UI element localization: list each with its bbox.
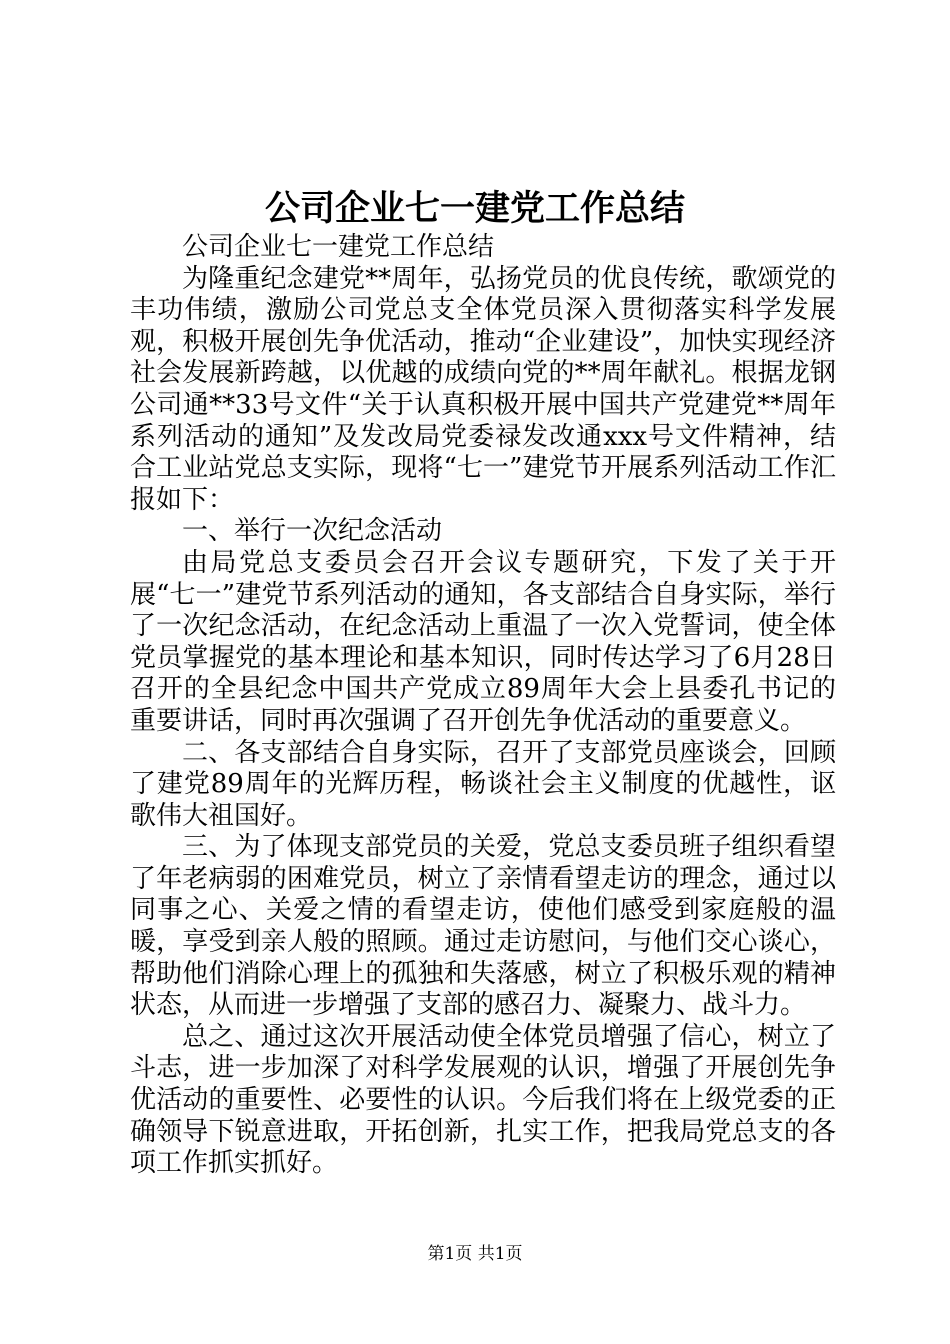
document-title: 公司企业七一建党工作总结 [264, 188, 685, 229]
subtitle-paragraph: 公司企业七一建党工作总结 [182, 232, 495, 262]
conclusion-paragraph: 总之、通过这次开展活动使全体党员增强了信心，树立了斗志，进一步加深了对科学发展观的认识，增强了开展创先争优活动的重要性、必要性的认识。今后我们将在上级党委的正确领导下锐意进取，开拓创新，扎实工作，把我局党总支的各项工作抓实抓好。 [130, 1021, 836, 1179]
intro-paragraph: 为隆重纪念建党**周年，弘扬党员的优良传统，歌颂党的丰功伟绩，激励公司党总支全体党员深入贯彻落实科学发展观，积极开展创先争优活动，推动“企业建设”，加快实现经济社会发展新跨越，以优越的成绩向党的**周年献礼。根据龙钢公司通**33号文件“关于认真积极开展中国共产党建党**周年系列活动的通知”及发改局党委禄发改通xxx号文件精神，结合工业站党总支实际，现将“七一”建党节开展系列活动工作汇报如下： [130, 263, 836, 515]
section-heading-1: 一、举行一次纪念活动 [182, 516, 443, 547]
document-body [130, 232, 836, 1180]
section-2-paragraph: 二、各支部结合自身实际，召开了支部党员座谈会，回顾了建党89周年的光辉历程，畅谈社会主义制度的优越性，讴歌伟大祖国好。 [130, 737, 836, 831]
page-number-footer: 第1页 共1页 [427, 1244, 523, 1264]
section-1-paragraph: 由局党总支委员会召开会议专题研究，下发了关于开展“七一”建党节系列活动的通知，各支部结合自身实际，举行了一次纪念活动，在纪念活动上重温了一次入党誓词，使全体党员掌握党的基本理论和基本知识，同时传达学习了6月28日召开的全县纪念中国共产党成立89周年大会上县委孔书记的重要讲话，同时再次强调了召开创先争优活动的重要意义。 [130, 547, 836, 736]
section-3-paragraph: 三、为了体现支部党员的关爱，党总支委员班子组织看望了年老病弱的困难党员，树立了亲情看望走访的理念，通过以同事之心、关爱之情的看望走访，使他们感受到家庭般的温暖，享受到亲人般的照顾。通过走访慰问，与他们交心谈心，帮助他们消除心理上的孤独和失落感，树立了积极乐观的精神状态，从而进一步增强了支部的感召力、凝聚力、战斗力。 [130, 832, 836, 1021]
